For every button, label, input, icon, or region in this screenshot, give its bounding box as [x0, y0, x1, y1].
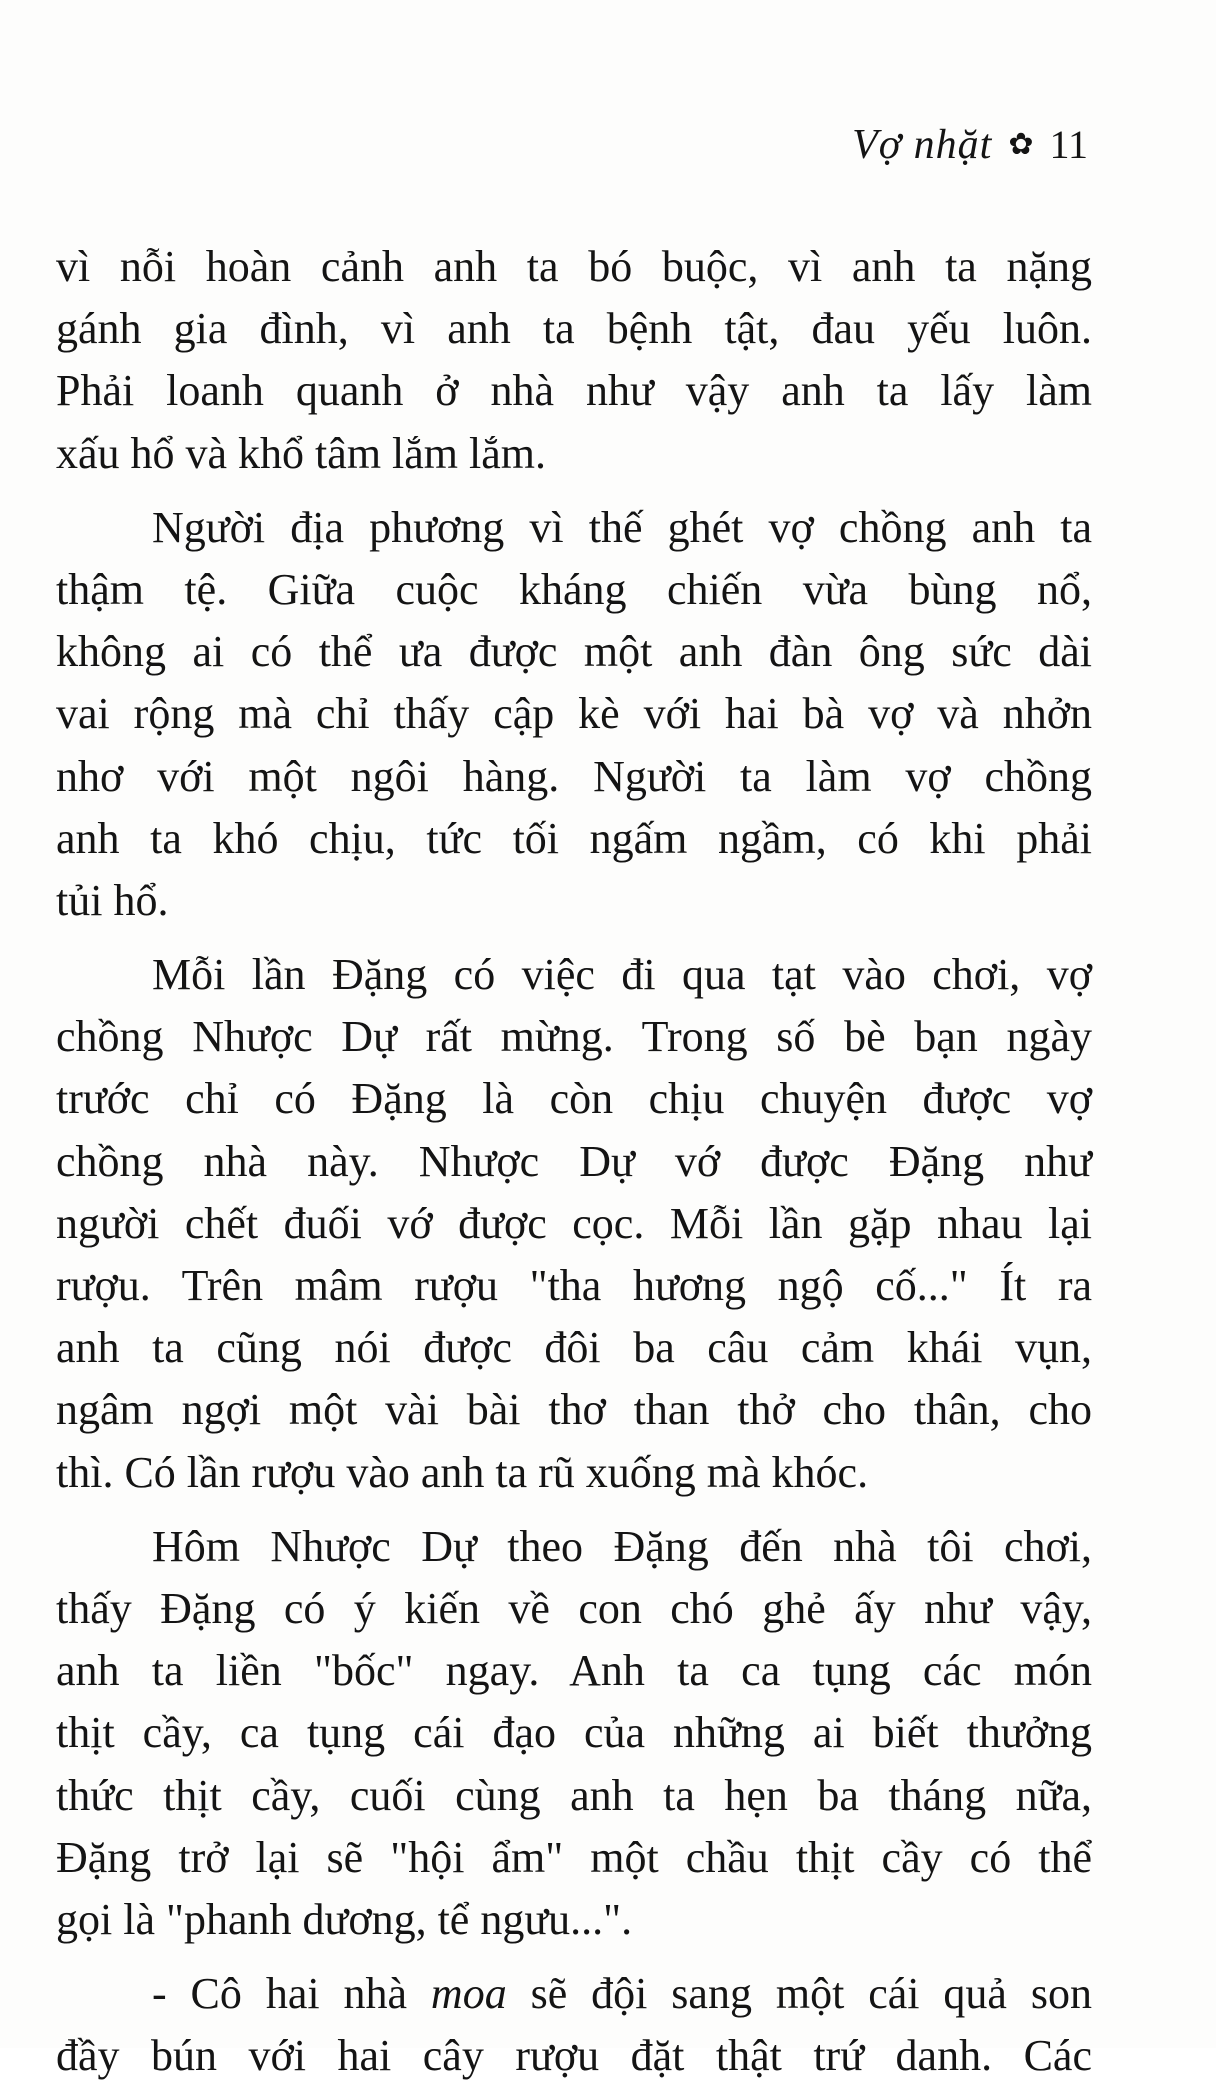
text-line: không ai có thể ưa được một anh đàn ông sức dài: [56, 627, 1092, 677]
text-line: thì. Có lần rượu vào anh ta rũ xuống mà khóc.: [56, 1447, 869, 1497]
body-text: [56, 236, 1092, 2087]
text-line: anh ta khó chịu, tức tối ngấm ngầm, có khi phải: [56, 813, 1092, 863]
text-line: người chết đuối vớ được cọc. Mỗi lần gặp nhau lại: [56, 1198, 1092, 1248]
flower-ornament-icon: ✿: [1008, 128, 1034, 161]
paragraph: [56, 236, 1092, 485]
text-line: đầy bún với hai cây rượu đặt thật trứ danh. Các: [56, 2031, 1092, 2081]
chapter-title: Vợ nhặt: [852, 122, 993, 168]
text-line: xấu hổ và khổ tâm lắm lắm.: [56, 428, 546, 478]
text-line: [56, 1963, 1092, 2025]
text-line: tủi hổ.: [56, 875, 169, 925]
text-line: thức thịt cầy, cuối cùng anh ta hẹn ba tháng nữa,: [56, 1770, 1092, 1820]
page-number: 11: [1049, 122, 1088, 167]
text-line: Đặng trở lại sẽ "hội ẩm" một chầu thịt cầy có thể: [56, 1832, 1092, 1882]
running-header: [852, 124, 1088, 166]
text-line: Hôm Nhược Dự theo Đặng đến nhà tôi chơi,: [152, 1521, 1092, 1571]
text-line: vì nỗi hoàn cảnh anh ta bó buộc, vì anh ta nặng: [56, 242, 1092, 291]
dialogue-prefix: - Cô hai nhà: [152, 1969, 431, 2019]
text-line: thậm tệ. Giữa cuộc kháng chiến vừa bùng nổ,: [56, 564, 1092, 614]
text-line: trước chỉ có Đặng là còn chịu chuyện được vợ: [56, 1074, 1092, 1124]
text-line: Phải loanh quanh ở nhà như vậy anh ta lấy làm: [56, 366, 1092, 416]
paragraph: [56, 497, 1092, 932]
text-line: Mỗi lần Đặng có việc đi qua tạt vào chơi, vợ: [152, 950, 1092, 1000]
text-line: thịt cầy, ca tụng cái đạo của những ai biết thưởng: [56, 1708, 1092, 1758]
text-line: anh ta liền "bốc" ngay. Anh ta ca tụng các món: [56, 1646, 1092, 1696]
text-line: gọi là "phanh dương, tể ngưu...".: [56, 1894, 633, 1944]
dialogue-suffix: sẽ đội sang một cái quả son: [506, 1969, 1092, 2019]
text-line: chồng Nhược Dự rất mừng. Trong số bè bạn ngày: [56, 1012, 1092, 1062]
text-line: Người địa phương vì thế ghét vợ chồng anh ta: [152, 502, 1092, 552]
text-line: ngâm ngợi một vài bài thơ than thở cho thân, cho: [56, 1385, 1092, 1435]
paragraph: [56, 1963, 1092, 2087]
text-line: chồng nhà này. Nhược Dự vớ được Đặng như: [56, 1136, 1092, 1186]
text-line: thấy Đặng có ý kiến về con chó ghẻ ấy như vậy,: [56, 1583, 1092, 1633]
text-line: gánh gia đình, vì anh ta bệnh tật, đau yếu luôn.: [56, 304, 1092, 354]
paragraph: [56, 1516, 1092, 1951]
italic-word: moa: [430, 1969, 507, 2019]
text-line: vai rộng mà chỉ thấy cập kè với hai bà vợ và nhởn: [56, 689, 1092, 739]
paragraph: [56, 944, 1092, 1504]
text-line: rượu. Trên mâm rượu "tha hương ngộ cố..." Ít ra: [56, 1261, 1092, 1310]
text-line: anh ta cũng nói được đôi ba câu cảm khái vụn,: [56, 1323, 1092, 1373]
text-line: nhơ với một ngôi hàng. Người ta làm vợ chồng: [56, 751, 1092, 801]
